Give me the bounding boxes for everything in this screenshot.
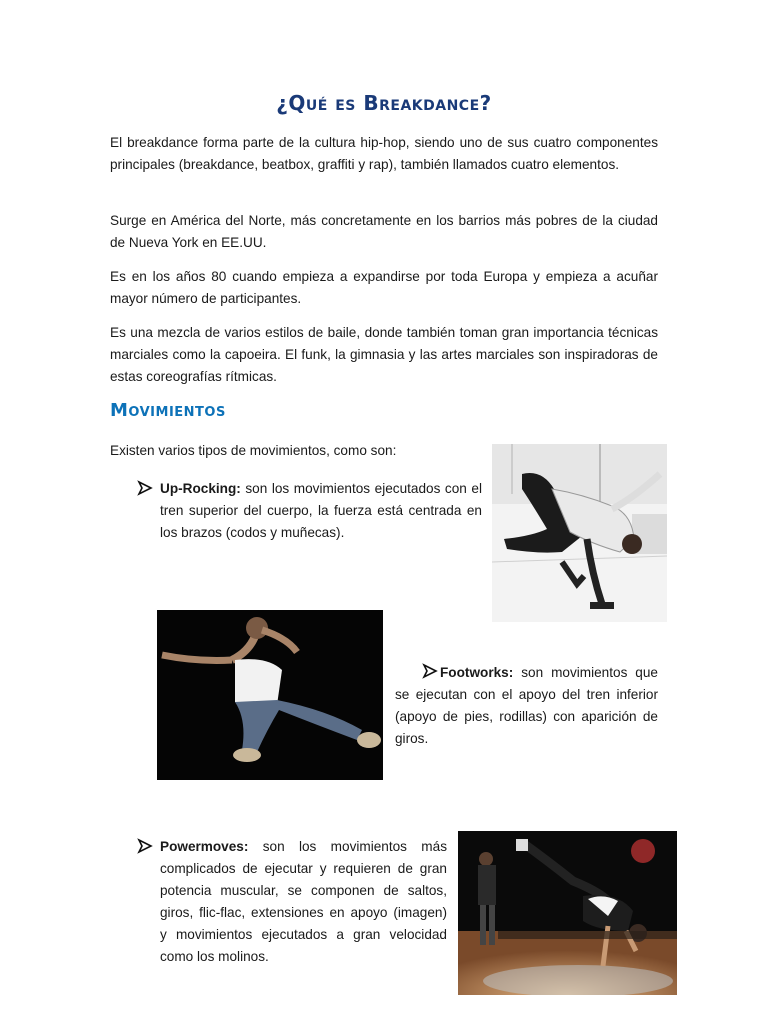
paragraph-2: Surge en América del Norte, más concretamente en los barrios más pobres de la ciudad de Nueva York en EE.UU. xyxy=(110,213,658,250)
arrow-bullet-icon xyxy=(137,838,153,854)
bullet-text: son movimientos que se ejecutan con el apoyo del tren inferior (apoyo de pies, rodillas) con aparición de giros. xyxy=(395,665,658,746)
bullet-text: son los movimientos más complicados de ejecutar y requieren de gran potencia muscular, se componen de saltos, giros, flic-flac, extensiones en apoyo (imagen) y movimientos ejecutados a gran velocidad como los molinos. xyxy=(160,839,447,964)
bullet-term: Powermoves: xyxy=(160,839,249,854)
bullet-up-rocking xyxy=(160,478,482,544)
page-title: ¿Qué es Breakdance? xyxy=(276,91,492,115)
paragraph-3: Es en los años 80 cuando empieza a expandirse por toda Europa y empieza a acuñar mayor número de participantes. xyxy=(110,269,658,306)
intro-text: Existen varios tipos de movimientos, como son: xyxy=(110,443,397,458)
arrow-bullet-icon xyxy=(137,480,153,496)
bullet-term: Up-Rocking: xyxy=(160,481,241,496)
section-heading: Movimientos xyxy=(110,400,226,421)
footworks-photo xyxy=(157,610,383,780)
paragraph-1: El breakdance forma parte de la cultura hip-hop, siendo uno de sus cuatro componentes principales (breakdance, beatbox, graffiti y rap), también llamados cuatro elementos. xyxy=(110,135,658,172)
bullet-footworks xyxy=(395,662,658,750)
up-rocking-photo xyxy=(492,444,667,622)
bullet-powermoves xyxy=(160,836,447,968)
powermoves-photo xyxy=(458,831,677,995)
paragraph-4: Es una mezcla de varios estilos de baile, donde también toman gran importancia técnicas marciales como la capoeira. El funk, la gimnasia y las artes marciales son inspiradoras de estas coreografías rítmicas. xyxy=(110,325,658,384)
bullet-term: Footworks: xyxy=(440,665,514,680)
bullet-text: son los movimientos ejecutados con el tren superior del cuerpo, la fuerza está centrada en los brazos (codos y muñecas). xyxy=(160,481,482,540)
